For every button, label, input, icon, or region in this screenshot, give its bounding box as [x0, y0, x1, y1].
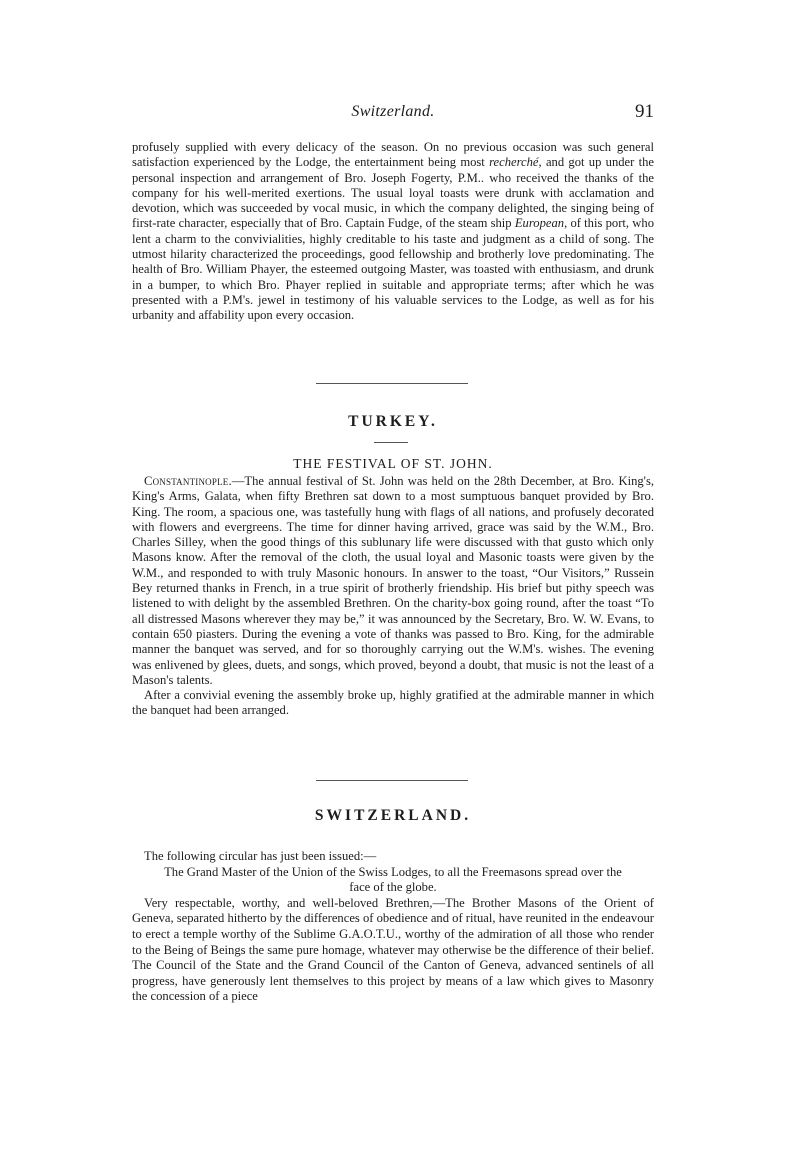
intro-paragraph: [132, 140, 654, 324]
circular-intro: The following circular has just been issued:—: [144, 849, 377, 863]
turkey-paragraph-1: —The annual festival of St. John was held on the 28th December, at Bro. King's, King's Arms, Galata, when fifty Brethren sat down to a most sumptuous banquet provided by Bro. King. The room, a spacious one, was tastefully hung with flags of all nations, and profusely decorated with flowers and evergreens. The time for dinner having arrived, grace was said by the W.M., Bro. Charles Silley, when the good things of this sublunary life were discussed with that gusto which only Masons know. After the removal of the cloth, the usual loyal and Masonic toasts were given by the W.M., and responded to with truly Masonic honours. In answer to the toast, “Our Visitors,” Russein Bey returned thanks in French, in a true spirit of brotherly friendship. His brief but pithy speech was listened to with delight by the assembled Brethren. On the charity-box going round, after the toast “To all distressed Masons wherever they may be,” it was announced by the Secretary, Bro. W. W. Evans, to contain 650 piasters. During the evening a vote of thanks was passed to Bro. King, for the admirable manner the banquet was served, and for so thoroughly carrying out the W.M's. wishes. The evening was enlivened by glees, duets, and songs, which proved, beyond a doubt, that music is not the least of a Mason's talents.: [132, 474, 654, 687]
circular-address: The Grand Master of the Union of the Swiss Lodges, to all the Freemasons spread over the face of the globe.: [164, 864, 622, 895]
intro-text-2: , and got up under the personal inspection and arrangement of Bro. Joseph Fogerty, P.M.. who received the thanks of the company for his well-merited exertions. The usual loyal toasts were drunk with acclamation and devotion, which was succeeded by vocal music, in which the company delighted, the singing being of first-rate character, especially that of Bro. Captain Fudge, of the steam ship: [132, 155, 654, 231]
section-divider-rule: [316, 383, 468, 384]
dateline: Constantinople.: [144, 474, 232, 488]
intro-italic-2: European: [514, 216, 565, 231]
switzerland-heading: SWITZERLAND.: [314, 807, 472, 824]
intro-italic-1: recherché: [489, 155, 539, 170]
running-title: Switzerland.: [351, 103, 435, 120]
section-divider-rule: [316, 780, 468, 781]
circular-paragraph: Very respectable, worthy, and well-beloved Brethren,—The Brother Masons of the Orient of Geneva, separated hitherto by the differences of obedience and of ritual, have reunited in the endeavour to erect a temple worthy of the Sublime G.A.O.T.U., worthy of the admiration of all those who render to the Being of Beings the same pure homage, whatever may otherwise be the difference of their belief. The Council of the State and the Grand Council of the Canton of Geneva, advanced sentinels of all progress, have generously lent themselves to this project by means of a law which gives to Masonry the concession of a piece: [132, 895, 654, 1004]
heading-short-rule: [374, 442, 408, 443]
turkey-paragraph-2: After a convivial evening the assembly broke up, highly gratified at the admirable manner in which the banquet had been arranged.: [132, 688, 654, 718]
intro-text-1: profusely supplied with every delicacy of the season. On no previous occasion was such general satisfaction experienced by the Lodge, the entertainment being most: [132, 140, 654, 170]
switzerland-body: [132, 849, 654, 1005]
intro-text-3: , of this port, who lent a charm to the convivialities, highly creditable to his taste and judgment as a child of song. The utmost hilarity characterized the proceedings, good fellowship and brotherly love predominating. The health of Bro. William Phayer, the esteemed outgoing Master, was toasted with enthusiasm, and drunk in a bumper, to which Bro. Phayer replied in suitable and appropriate terms; after which he was presented with a P.M's. jewel in testimony of his valuable services to the Lodge, as well as for his urbanity and affability upon every occasion.: [132, 216, 654, 323]
turkey-subheading: THE FESTIVAL OF ST. JOHN.: [293, 456, 493, 471]
page-number: 91: [635, 101, 654, 122]
turkey-body: [132, 474, 654, 719]
page-header: [132, 103, 654, 127]
turkey-heading: TURKEY.: [348, 413, 438, 430]
